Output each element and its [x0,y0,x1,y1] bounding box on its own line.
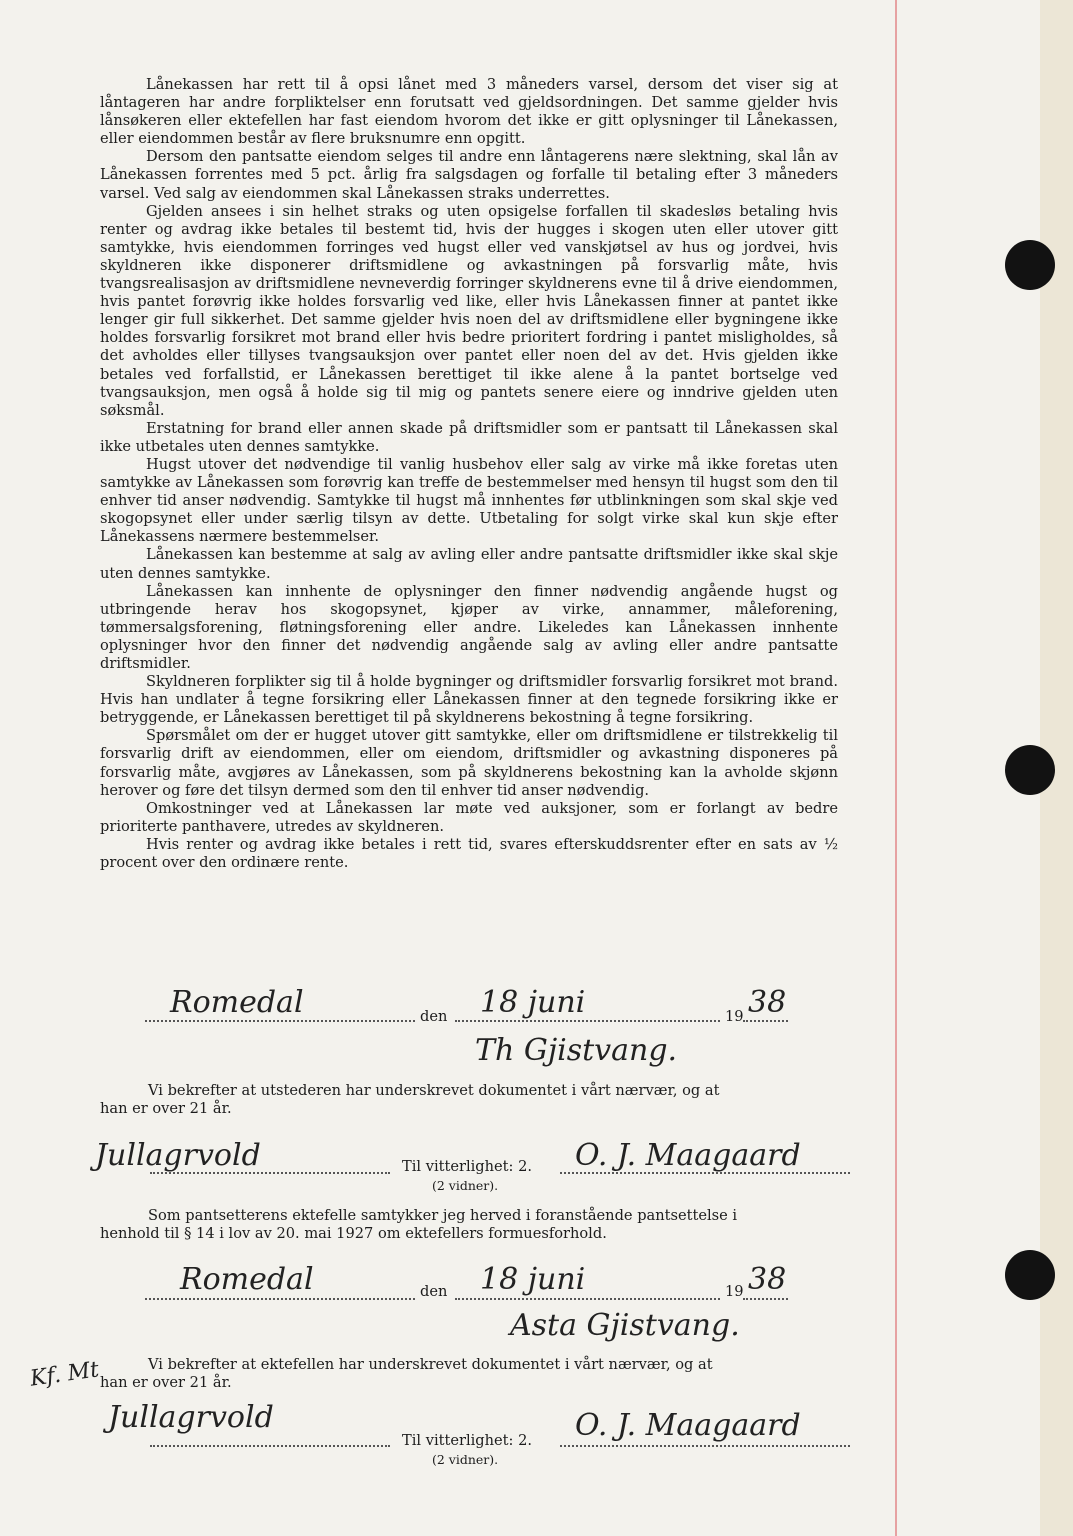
year-dotted-line-2 [743,1298,788,1300]
spouse-signature: Asta Gjistvang. [510,1308,740,1343]
place-handwritten-2: Romedal [180,1262,314,1297]
paragraph: Erstatning for brand eller annen skade på driftsmidler som er pantsatt til Lånekassen skal ikke utbetales uten dennes samtykke. [100,419,838,455]
paragraph: Lånekassen har rett til å opsi lånet med 3 måneders varsel, dersom det viser sig at låntageren har andre forpliktelser enn forutsatt ved gjeldsordningen. Det samme gjelder hvis lånsøkeren eller ektefellen har fast eiendom hvorom det ikke er gitt oplysninger til Lånekassen, eller eiendommen består av flere bruksnumre enn opgitt. [100,76,838,148]
place-dotted-line [145,1020,415,1022]
year-handwritten: 38 [748,985,787,1020]
paragraph: Gjelden ansees i sin helhet straks og uten opsigelse forfallen til skadesløs betaling hvis renter og avdrag ikke betales til bestemt tid, hvis der hugges i skogen uten eller utover gitt samtykke, hvis eiendommen forringes ved hugst eller ved vanskjøtsel av hus og jordvei, hvis skyldneren ikke disponerer driftsmidlene og avkastningen på forsvarlig måte, hvis tvangsrealisasjon av driftsmidlene nevneverdig forringer skyldnerens evne til å drive eiendommen, hvis pantet forøvrig ikke holdes forsvarlig ved like, eller hvis Lånekassen finner at pantet ikke lenger gir full sikkerhet. Det samme gjelder hvis noen del av driftsmidlene eller bygningene ikke holdes forsvarlig forsikret mot brand eller hvis bedre prioritert fordring i pantet misligholdes, så det avholdes eller tillyses tvangsauksjon over pantet eller noen del av det. Hvis gjelden ikke betales ved forfallstid, er Lånekassen berettiget til ikke alene å la pantet bortselge ved tvangsauksjon, men også å holde sig til mig og pantets senere eiere og inndrive gjelden uten søksmål. [100,202,838,419]
place-dotted-line-2 [145,1298,415,1300]
witness-2-dotted-line-2 [560,1445,850,1447]
witness-2-signature: O. J. Maagaard [575,1138,801,1173]
paragraph: Omkostninger ved at Lånekassen lar møte ved auksjoner, som er forlangt av bedre prioriterte panthavere, utredes av skyldneren. [100,799,838,835]
paragraph: Lånekassen kan bestemme at salg av avling eller andre pantsatte driftsmidler ikke skal skje uten dennes samtykke. [100,546,838,582]
punch-hole-bottom [1005,1250,1055,1300]
vidner-note: (2 vidner). [432,1178,499,1193]
debtor-signature: Th Gjistvang. [475,1033,678,1068]
witness-1-signature-2: Jullagrvold [108,1400,274,1435]
witness-2-dotted-line [560,1172,850,1174]
date-dotted-line-2 [455,1298,720,1300]
witness-statement-2-line2: han er over 21 år. [100,1374,232,1391]
year-handwritten-2: 38 [748,1262,787,1297]
vidner-note-2: (2 vidner). [432,1452,499,1467]
paragraph: Spørsmålet om der er hugget utover gitt samtykke, eller om driftsmidlene er tilstrekkelig til forsvarlig drift av eiendommen, eller om eiendom, driftsmidler og avkastning disponeres på forsvarlig måte, avgjøres av Lånekassen, som på skyldnerens bekostning kan la avholde skjønn herover og føre det tilsyn dermed som den til enhver tid anser nødvendig. [100,727,838,799]
date-handwritten-2: 18 juni [480,1262,586,1297]
loan-terms-text [100,76,838,872]
witness-1-dotted-line-2 [150,1445,390,1447]
year-prefix-2: 19 [725,1283,744,1300]
spouse-consent-line2: henhold til § 14 i lov av 20. mai 1927 om ektefellers formuesforhold. [100,1225,607,1242]
place-handwritten: Romedal [170,985,304,1020]
witness-label: Til vitterlighet: 2. [402,1158,533,1175]
witness-1-signature: Jullagrvold [95,1138,261,1173]
paragraph: Dersom den pantsatte eiendom selges til andre enn låntagerens nære slektning, skal lån av Lånekassen forrentes med 5 pct. årlig fra salgsdagen og forfalle til betaling efter 3 måneders varsel. Ved salg av eiendommen skal Lånekassen straks underrettes. [100,148,838,202]
date-handwritten: 18 juni [480,985,586,1020]
punch-hole-top [1005,240,1055,290]
spouse-consent-line1: Som pantsetterens ektefelle samtykker jeg herved i foranstående pantsettelse i [148,1207,738,1224]
witness-statement-2-line1: Vi bekrefter at ektefellen har underskrevet dokumentet i vårt nærvær, og at [148,1356,713,1373]
witness-statement-1-line2: han er over 21 år. [100,1100,232,1117]
year-dotted-line [743,1020,788,1022]
margin-rule [895,0,897,1536]
witness-statement-1-line1: Vi bekrefter at utstederen har underskrevet dokumentet i vårt nærvær, og at [148,1082,720,1099]
year-prefix: 19 [725,1008,744,1025]
punch-hole-middle [1005,745,1055,795]
paragraph: Lånekassen kan innhente de oplysninger den finner nødvendig angående hugst og utbringende herav hos skogopsynet, kjøper av virke, annammer, måleforening, tømmersalgsforening, fløtningsforening eller andre. Likeledes kan Lånekassen innhente oplysninger hvor den finner det nødvendig angående salg av avling eller andre pantsatte driftsmidler. [100,582,838,672]
paragraph: Skyldneren forplikter sig til å holde bygninger og driftsmidler forsvarlig forsikret mot brand. Hvis han undlater å tegne forsikring eller Lånekassen finner at den tegnede forsikring ikke er betryggende, er Lånekassen berettiget til på skyldnerens bekostning å tegne forsikring. [100,673,838,727]
margin-note: Kf. Mt [28,1357,101,1392]
den-label: den [420,1008,448,1025]
witness-1-dotted-line [150,1172,390,1174]
date-dotted-line [455,1020,720,1022]
witness-label-2: Til vitterlighet: 2. [402,1432,533,1449]
paragraph: Hvis renter og avdrag ikke betales i rett tid, svares efterskuddsrenter efter en sats av ½ procent over den ordinære rente. [100,835,838,872]
paragraph: Hugst utover det nødvendige til vanlig husbehov eller salg av virke må ikke foretas uten samtykke av Lånekassen som forøvrig kan treffe de bestemmelser med hensyn til hugst som den til enhver tid anser nødvendig. Samtykke til hugst må innhentes før utblinkningen som skal skje ved skogopsynet eller under særlig tilsyn av dette. Utbetaling for solgt virke skal kun skje efter Lånekassens nærmere bestemmelser. [100,455,838,546]
witness-2-signature-2: O. J. Maagaard [575,1408,801,1443]
den-label-2: den [420,1283,448,1300]
